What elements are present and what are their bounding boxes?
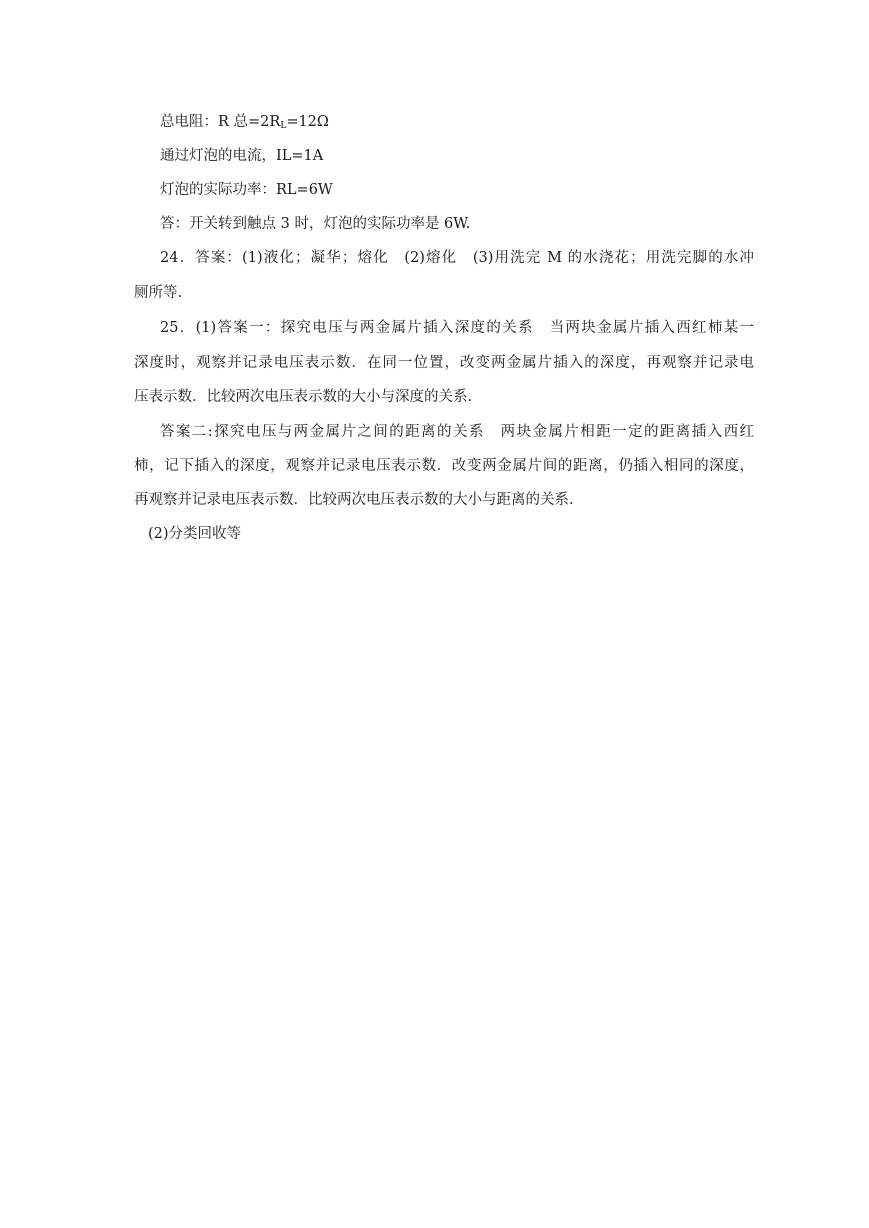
answer-two-line-1: 答案二:探究电压与两金属片之间的距离的关系 两块金属片相距一定的距离插入西红: [160, 424, 754, 440]
total-resistance-prefix: 总电阻：R 总=2R: [160, 114, 281, 130]
answer-24-line-2: 厕所等.: [134, 285, 183, 301]
answer-24-line-1: 24．答案：(1)液化；凝华；熔化 (2)熔化 (3)用洗完 M 的水浇花；用洗完脚的水冲: [160, 250, 754, 266]
subscript-l: L: [280, 121, 287, 131]
total-resistance-suffix: =12Ω: [286, 114, 329, 130]
answer-two-line-3: 再观察并记录电压表示数．比较两次电压表示数的大小与距离的关系.: [134, 492, 574, 508]
bulb-current-line: 通过灯泡的电流，IL=1A: [160, 148, 324, 164]
answer-25-line-3: 压表示数．比较两次电压表示数的大小与深度的关系.: [134, 389, 473, 405]
bulb-power-line: 灯泡的实际功率：RL=6W: [160, 182, 333, 198]
answer-25-line-1: 25．(1)答案一：探究电压与两金属片插入深度的关系 当两块金属片插入西红柿某一: [160, 320, 754, 336]
recycling-answer-line: (2)分类回收等: [148, 526, 242, 542]
answer-line: 答：开关转到触点 3 时，灯泡的实际功率是 6W.: [160, 216, 471, 232]
answer-two-line-2: 柿，记下插入的深度，观察并记录电压表示数．改变两金属片间的距离，仍插入相同的深度，: [134, 458, 754, 474]
total-resistance-line: [160, 112, 754, 136]
answer-25-line-2: 深度时，观察并记录电压表示数．在同一位置，改变两金属片插入的深度，再观察并记录电: [134, 355, 754, 371]
